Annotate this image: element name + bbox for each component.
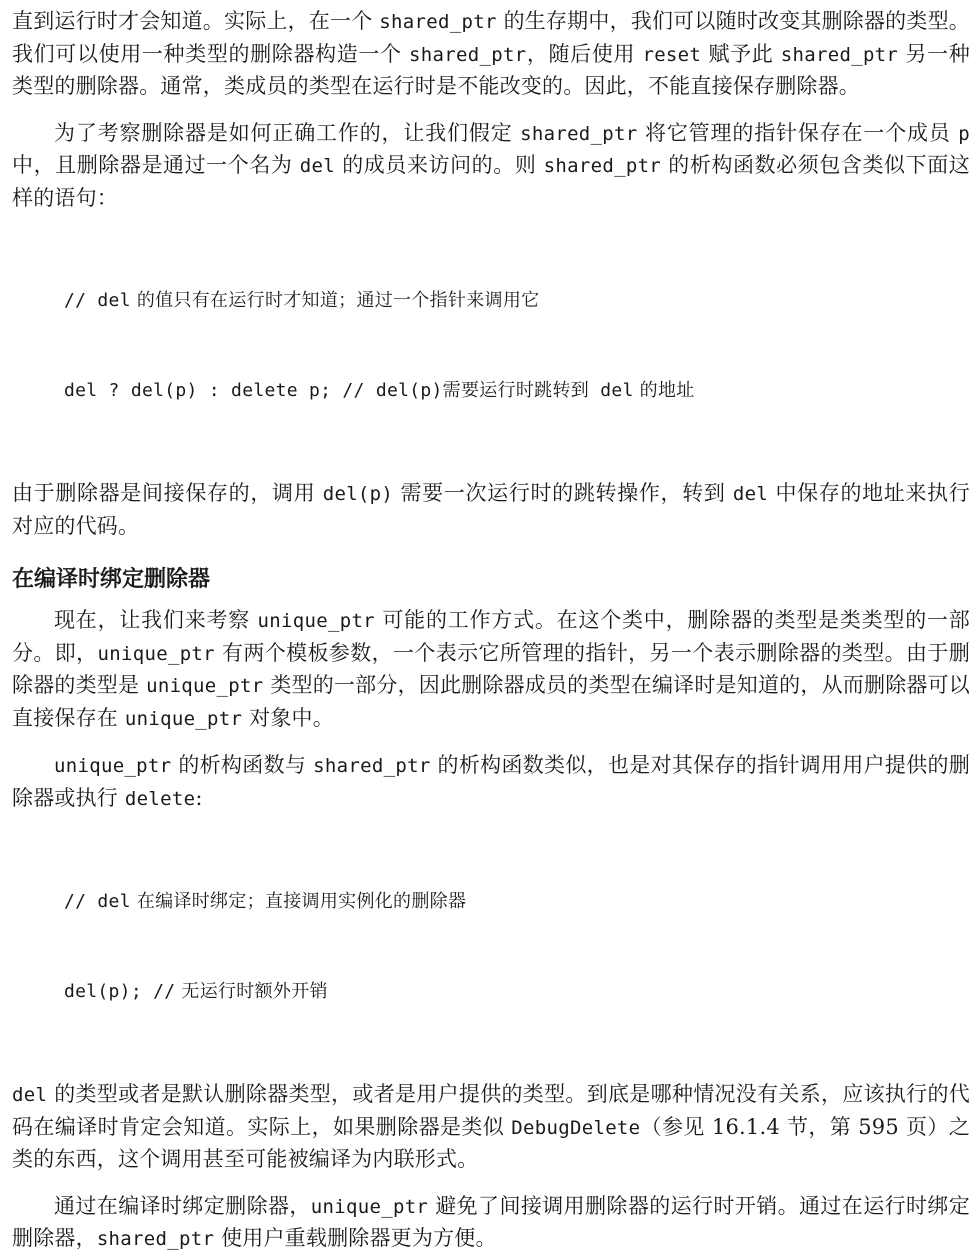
text: 直到运行时才会知道。实际上，在一个 <box>12 9 380 33</box>
code-shared-ptr: shared_ptr <box>409 43 527 66</box>
code-line <box>64 887 970 917</box>
code-p: p <box>958 122 970 145</box>
code-unique-ptr: unique_ptr <box>310 1195 429 1218</box>
text: 避免了间接调用删除器的运行时开销。通过在运行时绑定删除器， <box>12 1193 970 1250</box>
code-shared-ptr: shared_ptr <box>520 122 638 145</box>
text: 的生存期中，我们可以随时改变其删除器的类型。我们可以使用一种类型的删除器构造一个 <box>12 9 970 66</box>
text: 的析构函数必须包含类似下面这样的语句： <box>12 153 970 210</box>
code-unique-ptr: unique_ptr <box>257 610 375 632</box>
code-text: // del <box>64 891 131 912</box>
code-debug-delete: DebugDelete <box>511 1116 641 1139</box>
text: 由于删除器是间接保存的，调用 <box>12 481 323 505</box>
section-heading: 在编译时绑定删除器 <box>12 567 211 592</box>
document-page <box>12 6 970 1256</box>
text: 另一种类型的删除器。通常，类成员的类型在运行时是不能改变的。因此，不能直接保存删除器。 <box>12 41 970 98</box>
code-del: del <box>732 483 769 505</box>
code-text: del(p); // <box>64 981 176 1002</box>
paragraph-destructor <box>12 750 970 815</box>
code-block-runtime <box>12 226 970 466</box>
code-comment: 的地址 <box>633 380 695 401</box>
code-shared-ptr: shared_ptr <box>313 755 431 777</box>
code-text: // del <box>64 290 131 311</box>
code-comment: 需要运行时跳转到 <box>442 380 590 401</box>
code-shared-ptr: shared_ptr <box>780 43 899 66</box>
code-text: del ? del(p) : delete p; // del(p) <box>64 380 443 401</box>
code-del: del <box>299 155 335 177</box>
code-shared-ptr: shared_ptr <box>379 11 497 33</box>
code-unique-ptr: unique_ptr <box>146 675 264 697</box>
code-unique-ptr: unique_ptr <box>97 642 215 665</box>
code-shared-ptr: shared_ptr <box>96 1228 215 1250</box>
code-unique-ptr: unique_ptr <box>124 707 243 730</box>
text: 中，且删除器是通过一个名为 <box>12 153 300 177</box>
text: 需要一次运行时的跳转操作，转到 <box>393 481 733 505</box>
code-text: del <box>589 380 634 401</box>
code-comment: 的值只有在运行时才知道；通过一个指针来调用它 <box>130 290 540 311</box>
text: 为了考察删除器是如何正确工作的，让我们假定 <box>54 120 521 145</box>
text: 通过在编译时绑定删除器， <box>54 1193 311 1218</box>
text: 的析构函数类似，也是对其保存的指针调用用户提供的删除器或执行 <box>12 753 971 810</box>
code-shared-ptr: shared_ptr <box>543 155 662 177</box>
code-line <box>64 286 970 316</box>
code-del: del <box>12 1084 48 1106</box>
text: 现在，让我们来考察 <box>54 608 258 632</box>
code-block-compile-time <box>12 827 970 1067</box>
code-reset: reset <box>642 43 702 66</box>
text: 有两个模板参数，一个表示它所管理的指针，另一个表示删除器的类型。由于删除器的类型是 <box>12 640 970 697</box>
text: 赋予此 <box>701 41 781 66</box>
text: : <box>195 785 203 810</box>
code-delete: delete <box>124 787 196 810</box>
code-line <box>64 376 970 406</box>
code-line <box>64 977 970 1007</box>
text: 类型的一部分，因此删除器成员的类型在编译时是知道的，从而删除器可以直接保存在 <box>12 673 970 730</box>
code-comment: 无运行时额外开销 <box>175 981 328 1002</box>
code-comment: 在编译时绑定；直接调用实例化的删除器 <box>130 891 467 912</box>
paragraph-deleter-member <box>12 118 970 215</box>
paragraph-summary <box>12 1191 970 1256</box>
paragraph-indirect-call <box>12 478 970 542</box>
paragraph-unique-ptr <box>12 605 970 735</box>
text: 的析构函数与 <box>171 753 314 777</box>
text: ，随后使用 <box>526 41 643 66</box>
text: 的成员来访问的。则 <box>334 153 544 177</box>
text: 使用户重载删除器更为方便。 <box>214 1226 497 1250</box>
paragraph-del-type <box>12 1079 970 1176</box>
text: 的类型或者是默认删除器类型，或者是用户提供的类型。到底是哪种情况没有关系，应该执行的代码在编译时肯定会知道。实际上，如果删除器是类似 <box>12 1082 970 1139</box>
text: 中保存的地址来执行对应的代码。 <box>12 481 970 538</box>
text: （参见 16.1.4 节，第 595 页）之类的东西，这个调用甚至可能被编译为内联形式。 <box>12 1114 970 1171</box>
text: 对象中。 <box>242 705 334 730</box>
code-unique-ptr: unique_ptr <box>54 755 172 777</box>
text: 可能的工作方式。在这个类中，删除器的类型是类类型的一部分。即， <box>12 608 970 665</box>
code-del-p: del(p) <box>322 483 394 505</box>
paragraph-deleter-runtime <box>12 6 970 103</box>
text: 将它管理的指针保存在一个成员 <box>637 120 959 145</box>
